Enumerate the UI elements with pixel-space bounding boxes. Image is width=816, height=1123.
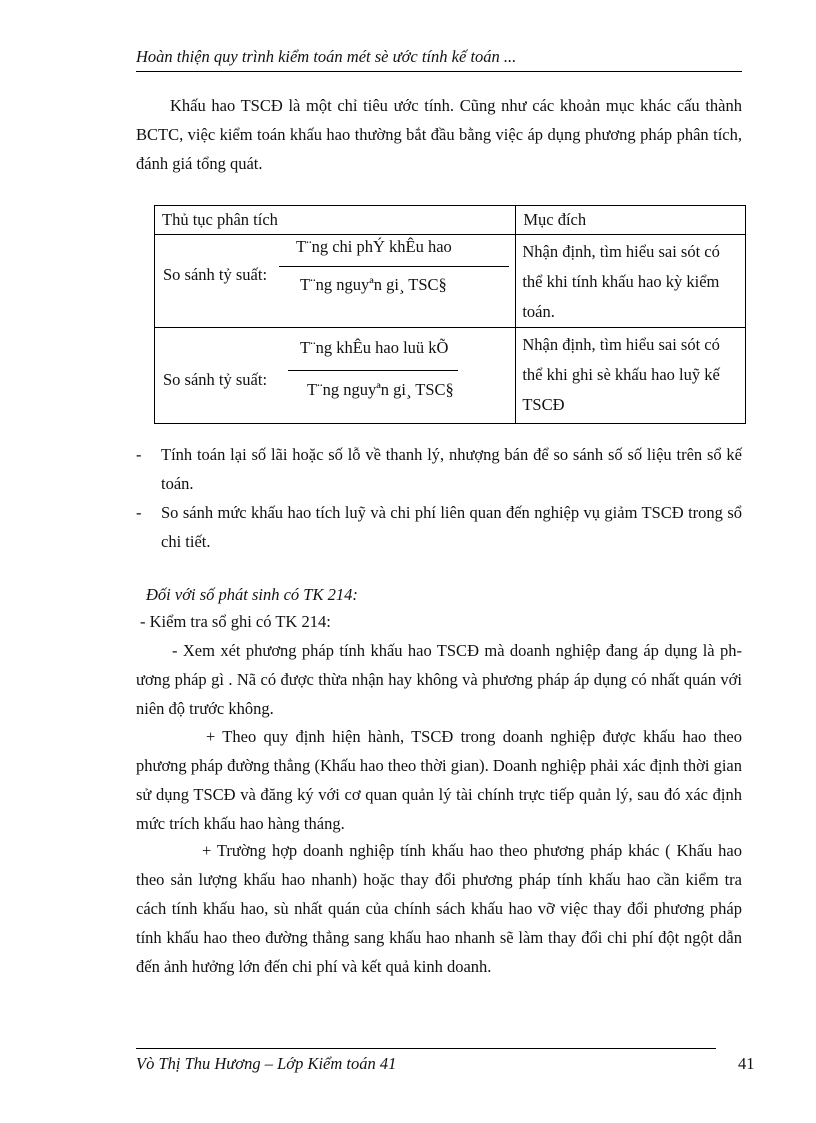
header-purpose: Mục đích	[516, 206, 746, 235]
table-row	[155, 235, 746, 328]
running-header: Hoàn thiện quy trình kiểm toán mét sè ước tính kế toán ...	[136, 46, 742, 72]
footer-rule	[136, 1048, 716, 1049]
header-procedure: Thủ tục phân tích	[155, 206, 516, 235]
table-row	[155, 328, 746, 424]
footer-author: Vò Thị Thu Hương – Lớp Kiểm toán 41	[136, 1054, 397, 1073]
ratio-denominator: T¨ng nguyªn gi¸ TSC§	[307, 380, 454, 399]
bullet-dash: -	[136, 503, 142, 522]
section-title: Đối với số phát sinh có TK 214:	[146, 585, 358, 604]
review-paragraph: - Xem xét phương pháp tính khấu hao TSCĐ mà doanh nghiệp đang áp dụng là phương pháp gì . Nã có được thừa nhận hay không và phương pháp áp dụng có nhất quán với niên độ trước không.	[136, 641, 742, 718]
ratio-numerator: T¨ng khÊu hao luü kÕ	[300, 338, 449, 357]
ratio-label: So sánh tỷ suất:	[163, 370, 268, 389]
list-item	[136, 498, 742, 556]
table-header-row	[155, 206, 746, 235]
fraction-line	[279, 266, 509, 267]
procedure-cell	[155, 235, 516, 328]
purpose-cell: Nhận định, tìm hiểu sai sót có thể khi ghi sè khấu hao luỹ kế TSCĐ	[516, 328, 746, 424]
analysis-procedure-table	[154, 205, 746, 424]
rule-paragraph-2: + Trường hợp doanh nghiệp tính khấu hao theo phương pháp khác ( Khấu hao theo sản lượng khấu hao nhanh) hoặc thay đổi phương pháp tính khấu hao cần kiểm tra cách tính khấu hao, sù nhất quán của chính sách khấu hao vỡ việc thay đổi phương pháp tính khấu hao theo đường thẳng sang khấu hao nhanh sẽ làm thay đổi chi phí đột ngột dẫn đến ảnh hưởng lớn đến chi phí và kết quả kinh doanh.	[136, 841, 742, 976]
bullet-text: Tính toán lại số lãi hoặc số lỗ về thanh lý, nhượng bán để so sánh số số liệu trên sổ kế toán.	[161, 445, 742, 493]
procedure-cell	[155, 328, 516, 424]
rule-paragraph-1: + Theo quy định hiện hành, TSCĐ trong doanh nghiệp được khấu hao theo phương pháp đường thẳng (Khấu hao theo thời gian). Doanh nghiệp phải xác định thời gian sử dụng TSCĐ và đăng ký với cơ quan quản lý tài chính trực tiếp quản lý, sau đó xác định mức trích khấu hao hàng tháng.	[136, 727, 742, 833]
list-item	[136, 440, 742, 498]
fraction-line	[288, 370, 458, 371]
ratio-denominator: T¨ng nguyªn gi¸ TSC§	[300, 275, 447, 294]
intro-paragraph: Khấu hao TSCĐ là một chỉ tiêu ước tính. Cũng như các khoản mục khác cấu thành BCTC, việc kiểm toán khấu hao thường bắt đầu bằng việc áp dụng phương pháp phân tích, đánh giá tổng quát.	[136, 96, 742, 173]
purpose-cell: Nhận định, tìm hiểu sai sót có thể khi tính khấu hao kỳ kiểm toán.	[516, 235, 746, 328]
page-number: 41	[738, 1054, 755, 1073]
check-line: - Kiểm tra sổ ghi có TK 214:	[140, 612, 331, 631]
bullet-text: So sánh mức khấu hao tích luỹ và chi phí liên quan đến nghiệp vụ giảm TSCĐ trong sổ chi tiết.	[161, 503, 742, 551]
ratio-label: So sánh tỷ suất:	[163, 265, 268, 284]
ratio-numerator: T¨ng chi phÝ khÊu hao	[296, 237, 452, 256]
bullet-dash: -	[136, 445, 142, 464]
